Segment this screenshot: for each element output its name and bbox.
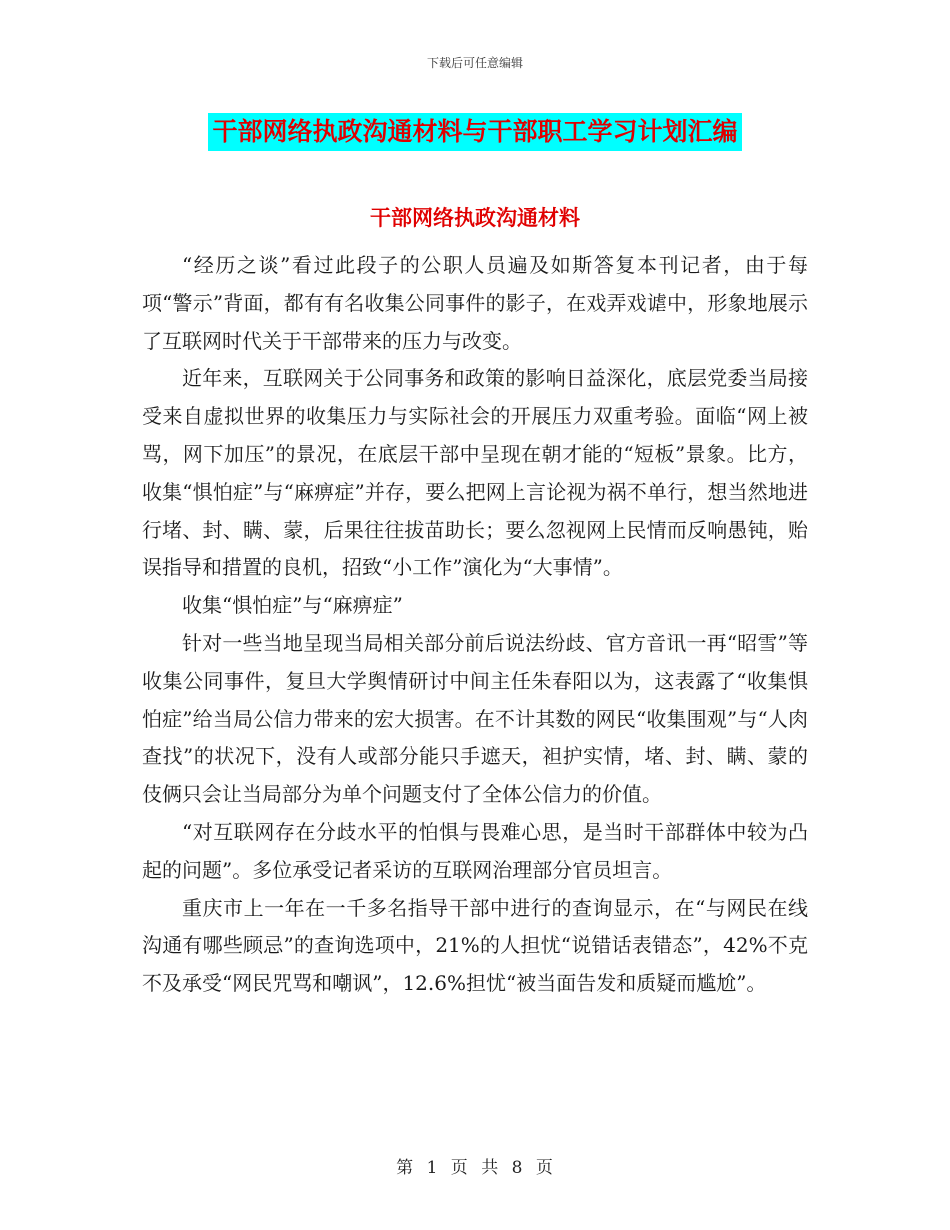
paragraph: “经历之谈”看过此段子的公职人员遍及如斯答复本刊记者，由于每项“警示”背面，都有有名收集公同事件的影子，在戏弄戏谑中，形象地展示了互联网时代关于干部带来的压力与改变。 [142, 253, 808, 353]
main-title-container [0, 113, 950, 151]
footer-label-total: 共 [481, 1158, 500, 1178]
footer-label-unit-end: 页 [535, 1158, 554, 1178]
paragraph-subheading: 收集“惧怕症”与“麻痹症” [182, 593, 403, 618]
header-note: 下载后可任意编辑 [426, 56, 523, 70]
paragraph: 针对一些当地呈现当局相关部分前后说法纷歧、官方音讯一再“昭雪”等收集公同事件，复旦大学舆情研讨中间主任朱春阳以为，这表露了“收集惧怕症”给当局公信力带来的宏大损害。在不计其数的网民“收集围观”与“人肉查找”的状况下，没有人或部分能只手遮天，袒护实情，堵、封、瞒、蒙的伎俩只会让当局部分为单个问题支付了全体公信力的价值。 [142, 630, 808, 807]
footer-label-unit: 页 [450, 1158, 469, 1178]
page-footer [0, 1153, 950, 1178]
section-title: 干部网络执政沟通材料 [370, 206, 580, 230]
body-text [142, 247, 808, 1003]
main-title: 干部网络执政沟通材料与干部职工学习计划汇编 [208, 113, 741, 151]
footer-label-page: 第 [396, 1158, 415, 1178]
page-number: 1 [426, 1158, 439, 1178]
total-pages: 8 [511, 1158, 524, 1178]
paragraph: 重庆市上一年在一千多名指导干部中进行的查询显示，在“与网民在线沟通有哪些顾忌”的查询选项中，21%的人担忧“说错话表错态”，42%不克不及承受“网民咒骂和嘲讽”，12.6%担忧“被当面告发和质疑而尴尬”。 [142, 895, 808, 996]
paragraph: 近年来，互联网关于公同事务和政策的影响日益深化，底层党委当局接受来自虚拟世界的收集压力与实际社会的开展压力双重考验。面临“网上被骂，网下加压”的景况，在底层干部中呈现在朝才能的“短板”景象。比方，收集“惧怕症”与“麻痹症”并存，要么把网上言论视为祸不单行，想当然地进行堵、封、瞒、蒙，后果往往拔苗助长；要么忽视网上民情而反响愚钝，贻误指导和措置的良机，招致“小工作”演化为“大事情”。 [142, 366, 808, 580]
paragraph: “对互联网存在分歧水平的怕惧与畏难心思，是当时干部群体中较为凸起的问题”。多位承受记者采访的互联网治理部分官员坦言。 [142, 819, 808, 882]
